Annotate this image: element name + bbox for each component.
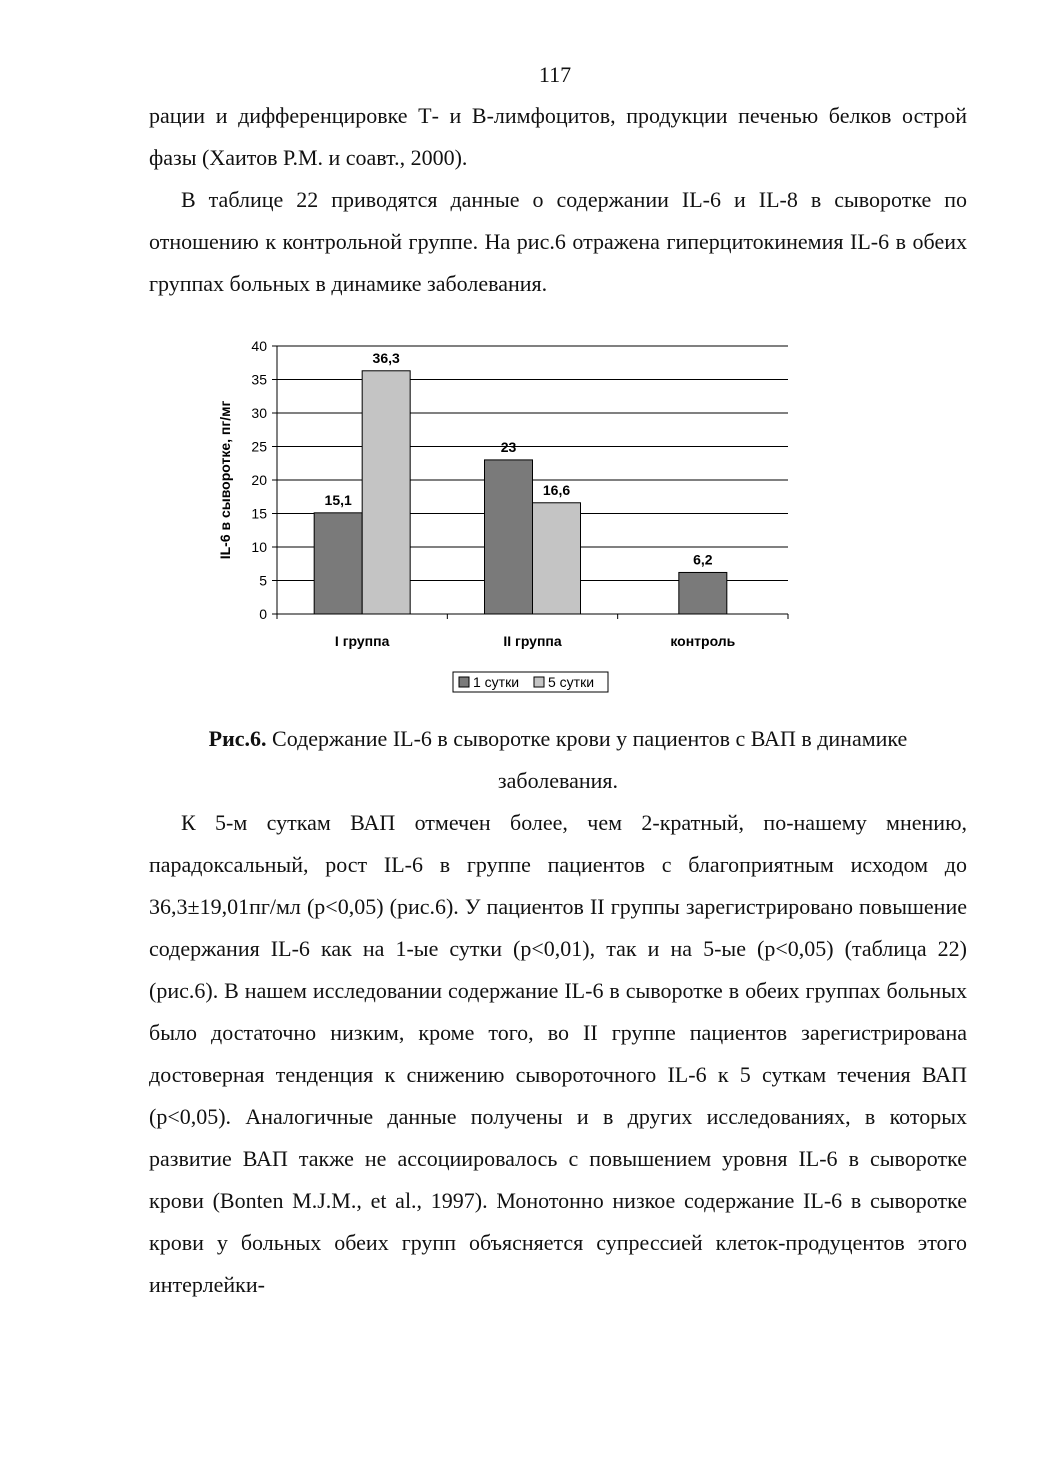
y-tick-label: 0 (259, 606, 267, 622)
paragraph-table-reference: В таблице 22 приводятся данные о содержании IL-6 и IL-8 в сыворотке по отношению к контрольной группе. На рис.6 отражена гиперцитокинемия IL-6 в обеих группах больных в динамике заболевания. (149, 187, 967, 296)
y-axis-label: IL-6 в сыворотке, пг/мг (217, 400, 233, 560)
bar-chart (200, 330, 820, 702)
figure-caption-text: Содержание IL-6 в сыворотке крови у пациентов с ВАП в динамике заболевания. (266, 726, 908, 793)
legend-label-series-2: 5 сутки (548, 674, 595, 690)
page-number: 117 (538, 62, 572, 87)
bar-series-2 (362, 371, 410, 614)
body-text (149, 802, 967, 1306)
y-tick-label: 15 (251, 505, 267, 522)
figure-caption-label: Рис.6. (208, 726, 267, 751)
figure-caption (149, 718, 967, 802)
x-tick-label: I группа (334, 633, 390, 649)
chart-bars (314, 371, 727, 614)
x-tick-label: контроль (670, 633, 736, 649)
legend-label-series-1: 1 сутки (473, 674, 520, 690)
data-label: 6,2 (693, 551, 713, 568)
paragraph-discussion: К 5-м суткам ВАП отмечен более, чем 2-кратный, по-нашему мнению, парадоксальный, рост IL-6 в группе пациентов с благоприятным исходом до 36,3±19,01пг/мл (р<0,05) (рис.6). У пациентов II группы зарегистрировано повышение содержания IL-6 как на 1-ые сутки (р<0,01), так и на 5-ые (р<0,05) (таблица 22) (рис.6). В нашем исследовании содержание IL-6 в сыворотке в обеих группах больных было достаточно низким, кроме того, во II группе пациентов зарегистрирована достоверная тенденция к снижению сывороточного IL-6 к 5 суткам течения ВАП (р<0,05). Аналогичные данные получены и в других исследованиях, в которых развитие ВАП также не ассоциировалось с повышением уровня IL-6 в сыворотке крови (Bonten M.J.M., et al., 1997). Монотонно низкое содержание IL-6 в сыворотке крови у больных обеих групп объясняется супрессией клеток-продуцентов этого интерлейки- (149, 810, 967, 1297)
y-tick-label: 10 (251, 539, 267, 555)
data-label: 23 (500, 438, 517, 455)
data-label: 36,3 (372, 349, 400, 366)
y-tick-label: 5 (259, 572, 267, 589)
intro-text (149, 95, 967, 305)
y-tick-label: 25 (251, 438, 267, 455)
y-tick-label: 30 (251, 405, 267, 421)
bar-series-2 (533, 503, 581, 614)
bar-series-1 (679, 572, 727, 614)
y-tick-label: 35 (251, 371, 267, 388)
chart-legend (453, 672, 608, 692)
bar-series-1 (485, 460, 533, 614)
legend-swatch-series-1 (459, 677, 469, 687)
y-tick-label: 20 (251, 472, 267, 488)
data-label: 15,1 (324, 491, 352, 508)
bar-series-1 (314, 513, 362, 614)
paragraph-continuation: рации и дифференцировке Т- и В-лимфоцитов, продукции печенью белков острой фазы (Хаитов Р.М. и соавт., 2000). (149, 103, 967, 170)
y-tick-label: 40 (251, 338, 267, 354)
data-label: 16,6 (542, 481, 571, 498)
legend-swatch-series-2 (534, 677, 544, 687)
x-tick-label: II группа (503, 633, 562, 649)
